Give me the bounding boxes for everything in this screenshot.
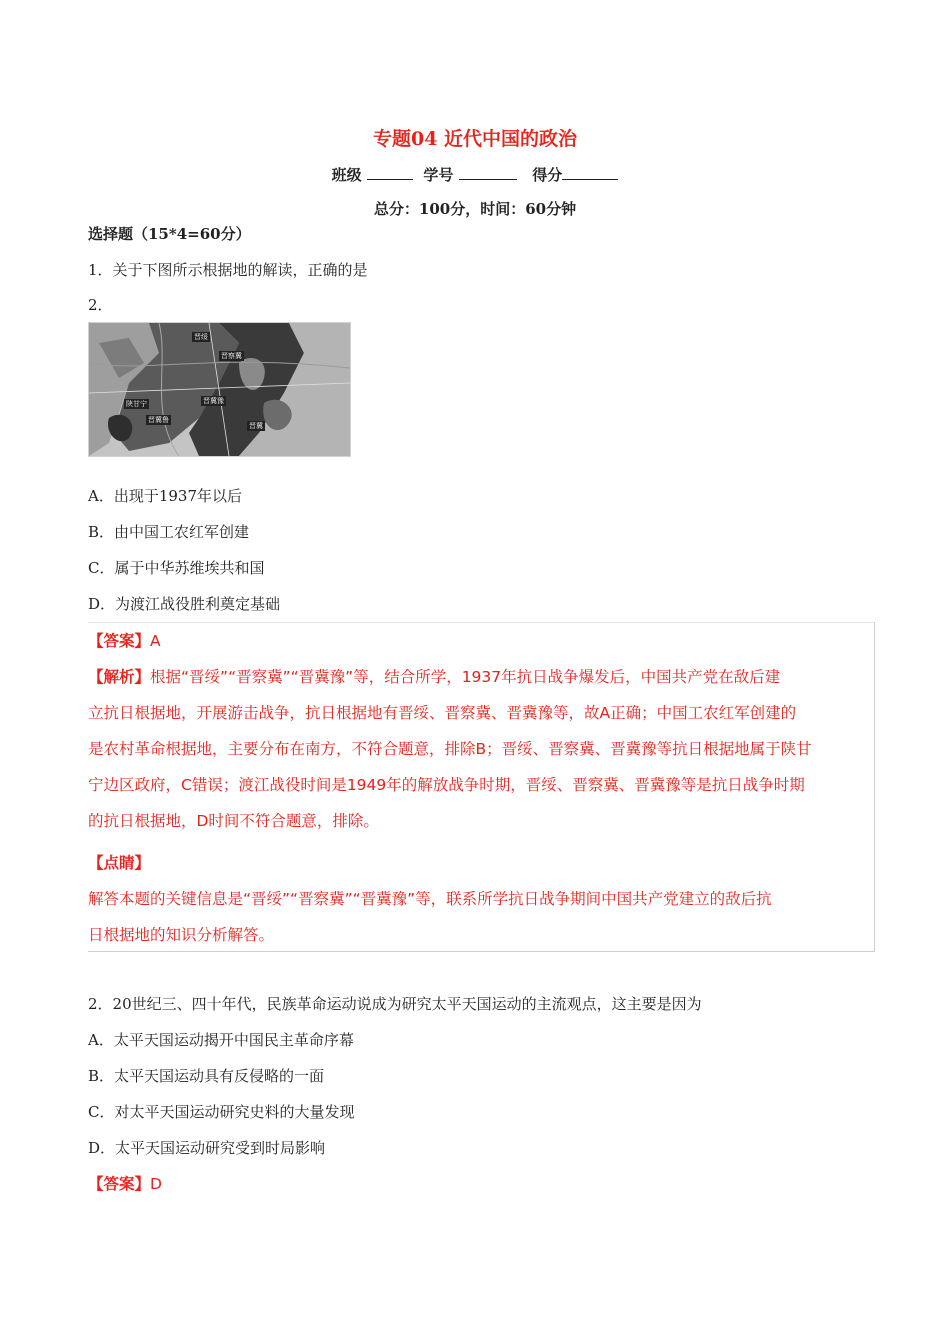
q1-option-c[interactable]: C．属于中华苏维埃共和国 <box>88 559 265 577</box>
q1-analysis-line-2: 立抗日根据地，开展游击战争，抗日根据地有晋绥、晋察冀、晋冀豫等，故A正确；中国工农红军创建的 <box>88 704 797 722</box>
q1-option-b[interactable]: B．由中国工农红军创建 <box>88 523 250 541</box>
base-area-map <box>88 322 351 457</box>
q1-analysis-text-1: 根据“晋绥”“晋察冀”“晋冀豫”等，结合所学，1937年抗日战争爆发后，中国共产党在敌后建 <box>150 668 781 686</box>
class-blank[interactable] <box>367 165 413 180</box>
q2-stem: 2．20世纪三、四十年代，民族革命运动说成为研究太平天国运动的主流观点，这主要是因为 <box>88 995 702 1013</box>
q1-analysis-line-1 <box>88 665 780 687</box>
q1-option-a[interactable]: A．出现于1937年以后 <box>88 487 243 505</box>
q2-answer-value: D <box>150 1175 162 1193</box>
q2-option-a[interactable]: A．太平天国运动揭开中国民主革命序幕 <box>88 1031 354 1049</box>
q1-analysis-line-4: 宁边区政府，C错误；渡江战役时间是1949年的解放战争时期，晋绥、晋察冀、晋冀豫等是抗日战争时期 <box>88 776 805 794</box>
student-info-line <box>0 164 950 185</box>
q2-answer-label: 【答案】 <box>88 1175 151 1193</box>
q2-answer-line <box>88 1172 162 1194</box>
map-label-jinjiyu: 晋冀豫 <box>203 397 224 405</box>
q1-answer-line <box>88 629 161 651</box>
page-title: 专题04 近代中国的政治 <box>372 128 578 150</box>
q1-answer-box <box>88 622 875 952</box>
score-blank[interactable] <box>562 165 618 180</box>
q1-answer-label: 【答案】 <box>88 632 151 650</box>
section-heading: 选择题（15*4=60分） <box>88 225 251 243</box>
map-label-jinsui: 晋绥 <box>194 333 208 341</box>
q1-stem: 1．关于下图所示根据地的解读，正确的是 <box>88 261 368 279</box>
q1-tip-line-2: 日根据地的知识分析解答。 <box>88 926 275 944</box>
map-label-shanganning: 陕甘宁 <box>126 400 147 408</box>
map-label-jinjilu: 晋冀鲁 <box>148 416 169 424</box>
student-no-blank[interactable] <box>459 165 517 180</box>
q1-analysis-line-3: 是农村革命根据地，主要分布在南方，不符合题意，排除B；晋绥、晋察冀、晋冀豫等抗日根据地属于陕甘 <box>88 740 812 758</box>
score-label: 得分 <box>532 166 563 184</box>
map-graphic <box>89 323 350 456</box>
exam-meta: 总分：100分，时间：60分钟 <box>373 200 577 218</box>
q2-option-c[interactable]: C．对太平天国运动研究史料的大量发现 <box>88 1103 355 1121</box>
q1-answer-value: A <box>150 632 161 650</box>
q1-option-d[interactable]: D．为渡江战役胜利奠定基础 <box>88 595 281 613</box>
map-label-jinchaji: 晋察冀 <box>221 352 242 360</box>
q1-tip-line-1: 解答本题的关键信息是“晋绥”“晋察冀”“晋冀豫”等，联系所学抗日战争期间中国共产党建立的敌后抗 <box>88 890 772 908</box>
class-label: 班级 <box>331 166 362 184</box>
q1-tip-label: 【点睛】 <box>88 854 151 872</box>
q1-analysis-line-5: 的抗日根据地，D时间不符合题意，排除。 <box>88 812 379 830</box>
student-no-label: 学号 <box>423 166 454 184</box>
map-label-jinji: 晋冀 <box>249 422 263 430</box>
q2-option-b[interactable]: B．太平天国运动具有反侵略的一面 <box>88 1067 325 1085</box>
q2-option-d[interactable]: D．太平天国运动研究受到时局影响 <box>88 1139 326 1157</box>
q1-sub-number: 2． <box>88 296 113 314</box>
q1-analysis-label: 【解析】 <box>88 668 151 686</box>
